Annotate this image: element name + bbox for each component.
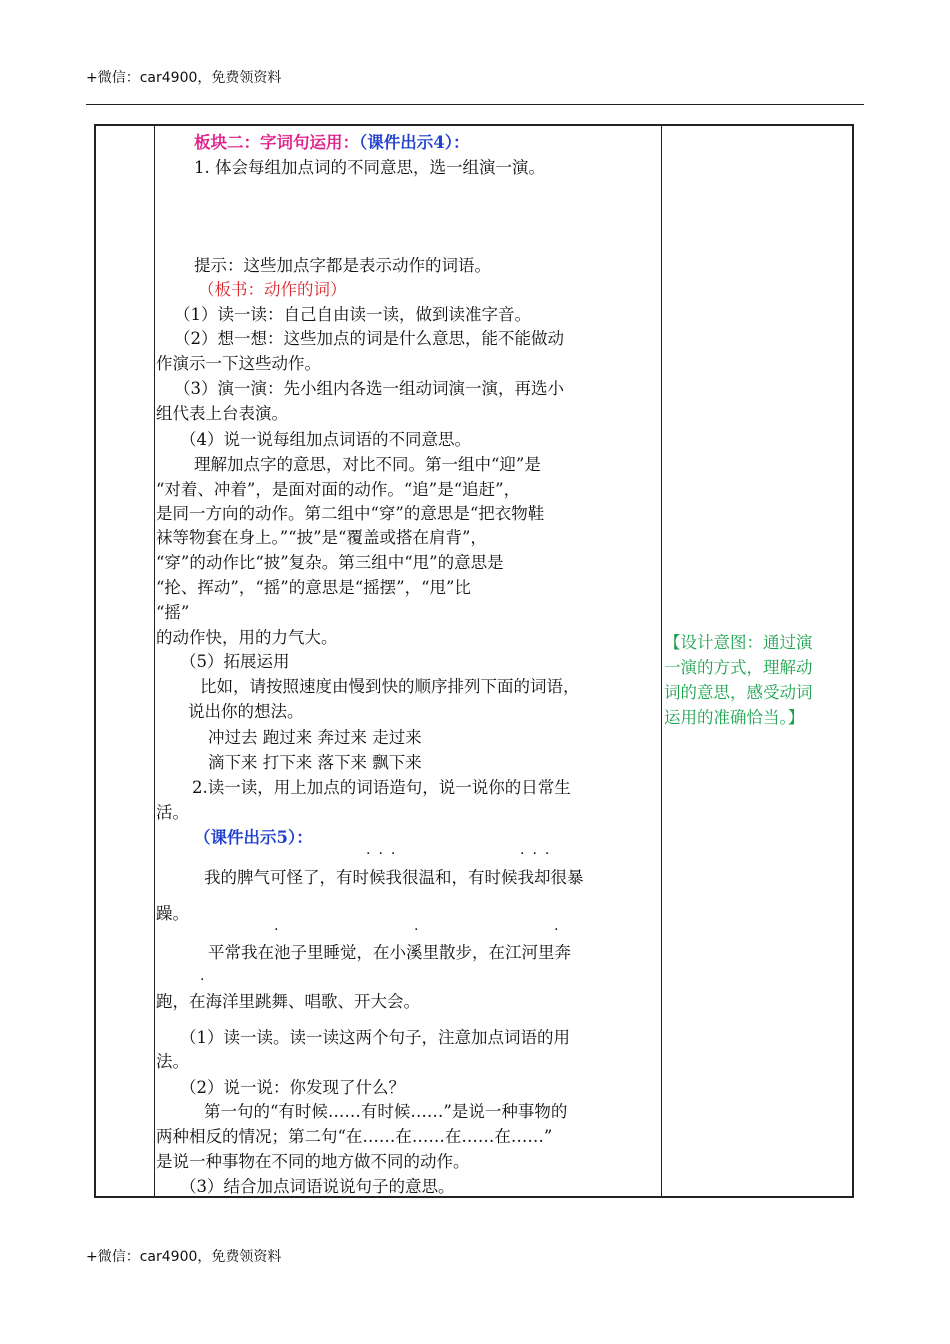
courseware-label-5: （课件出示5）：: [194, 828, 313, 847]
step-3-line-2: 组代表上台表演。: [156, 404, 288, 423]
item-1: 1. 体会每组加点词的不同意思，选一组演一演。: [194, 158, 545, 177]
column-divider-1: [154, 126, 155, 1196]
emphasis-dots-1: ...: [366, 842, 404, 858]
step-3-line-1: （3）演一演：先小组内各选一组动词演一演，再选小: [174, 379, 564, 398]
quote-2-line-1: 平常我在池子里睡觉，在小溪里散步，在江河里奔: [208, 943, 571, 962]
explain-line-2: “对着、冲着”，是面对面的动作。“追”是“追赶”，: [156, 480, 521, 499]
read-step-line-1: （1）读一读。读一读这两个句子，注意加点词语的用: [180, 1028, 570, 1047]
explain-line-1: 理解加点字的意思，对比不同。第一组中“迎”是: [194, 455, 541, 474]
step-1: （1）读一读：自己自由读一读，做到读准字音。: [174, 305, 531, 324]
page-header: +微信：car4900，免费领资料: [86, 70, 282, 86]
explain-line-5: “穿”的动作比“披”复杂。第三组中“甩”的意思是: [156, 553, 504, 572]
quote-1-line-1: 我的脾气可怪了，有时候我很温和，有时候我却很暴: [204, 868, 584, 887]
hint: 提示：这些加点字都是表示动作的词语。: [194, 256, 491, 275]
blackboard-note: （板书：动作的词）: [198, 280, 347, 299]
explain-line-4: 袜等物套在身上。”“披”是“覆盖或搭在肩背”，: [156, 528, 487, 547]
emphasis-dot-5: .: [554, 918, 567, 934]
column-divider-2: [661, 126, 662, 1196]
talk-explain-2: 两种相反的情况；第二句“在……在……在……在……”: [156, 1127, 553, 1146]
design-note-line-4: 运用的准确恰当。】: [664, 708, 805, 727]
explain-line-8: 的动作快，用的力气大。: [156, 628, 338, 647]
combine-step: （3）结合加点词语说说句子的意思。: [180, 1177, 455, 1196]
quote-2-line-2: 跑，在海洋里跳舞、唱歌、开大会。: [156, 992, 420, 1011]
step-4: （4）说一说每组加点词语的不同意思。: [180, 430, 471, 449]
talk-explain-1: 第一句的“有时候……有时候……”是说一种事物的: [204, 1102, 568, 1121]
item-2-line-2: 活。: [156, 803, 189, 822]
read-step-line-2: 法。: [156, 1052, 189, 1071]
extend-line-1: 比如，请按照速度由慢到快的顺序排列下面的词语，: [200, 677, 580, 696]
explain-line-7: “摇”: [156, 603, 190, 622]
extend-line-2: 说出你的想法。: [188, 702, 304, 721]
section-title: 板块二：字词句运用：: [194, 133, 359, 152]
talk-step: （2）说一说：你发现了什么？: [180, 1078, 405, 1097]
quote-1-line-2: 躁。: [156, 904, 189, 923]
talk-explain-3: 是说一种事物在不同的地方做不同的动作。: [156, 1152, 470, 1171]
lesson-table: [94, 124, 854, 1198]
step-2-line-2: 作演示一下这些动作。: [156, 354, 321, 373]
design-note-line-3: 词的意思，感受动词: [664, 683, 813, 702]
item-2-line-1: 2.读一读，用上加点的词语造句，说一说你的日常生: [192, 778, 571, 797]
step-2-line-1: （2）想一想：这些加点的词是什么意思，能不能做动: [174, 329, 564, 348]
word-group-2: 滴下来 打下来 落下来 飘下来: [208, 753, 422, 772]
word-group-1: 冲过去 跑过来 奔过来 走过来: [208, 728, 422, 747]
emphasis-dot-6: .: [200, 968, 213, 984]
courseware-label-4: （课件出示4）：: [359, 133, 470, 152]
page-footer: +微信：car4900，免费领资料: [86, 1249, 282, 1265]
design-note-line-1: 【设计意图：通过演: [664, 633, 813, 652]
explain-line-6: “抡、挥动”，“摇”的意思是“摇摆”，“甩”比: [156, 578, 471, 597]
explain-line-3: 是同一方向的动作。第二组中“穿”的意思是“把衣物鞋: [156, 504, 545, 523]
emphasis-dot-3: .: [274, 918, 287, 934]
header-rule: [86, 104, 864, 105]
design-note-line-2: 一演的方式，理解动: [664, 658, 813, 677]
emphasis-dot-4: .: [414, 918, 427, 934]
emphasis-dots-2: ...: [520, 842, 558, 858]
step-5: （5）拓展运用: [180, 652, 290, 671]
